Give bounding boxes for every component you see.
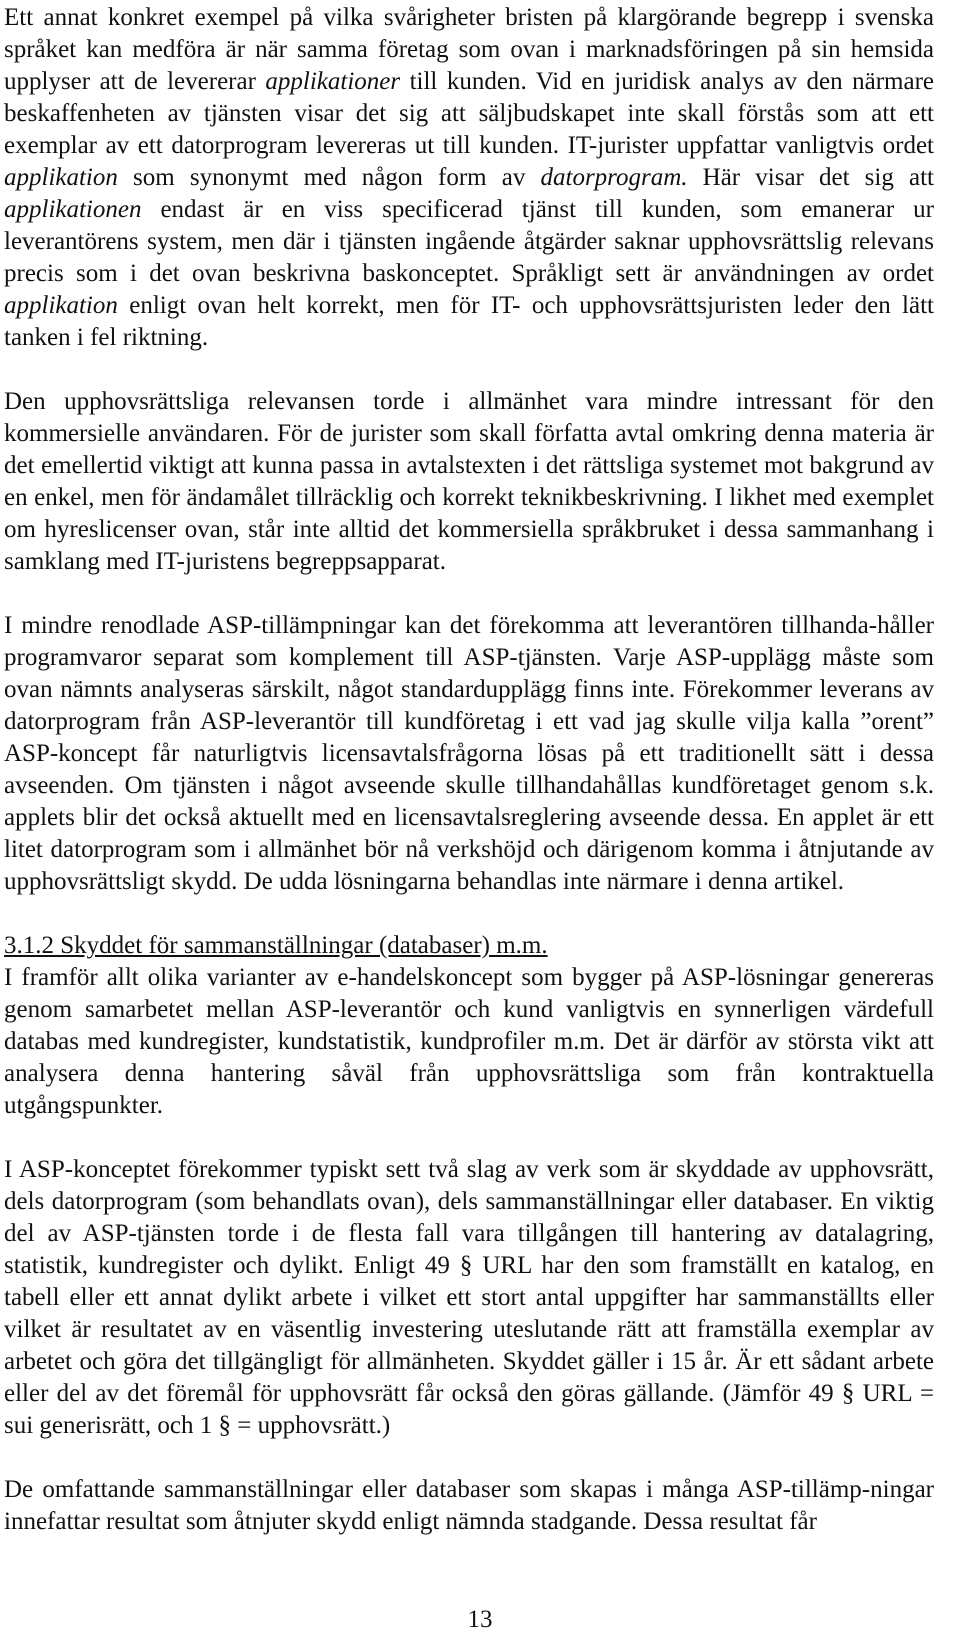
text-run: I framför allt olika varianter av e-handelskoncept som bygger på ASP-lösningar genereras genom samarbetet mellan ASP-leverantör och kund vanligtvis en synnerligen värdefull databas med kundregister, kundstatistik, kundprofiler m.m. Det är därför av största vikt att analysera denna hantering såväl från upphovsrättsliga som från kontraktuella utgångspunkter. — [4, 964, 934, 1119]
paragraph-comprehensive-compilations — [4, 1474, 934, 1538]
italic-term: applikationen — [4, 196, 142, 223]
text-run: endast är en viss specificerad tjänst till kunden, som emanerar ur leverantörens system, men där i tjänsten ingående åtgärder saknar upphovsrättslig relevans precis som i det ovan beskrivna baskonceptet. Språkligt sett är användningen av ordet — [4, 196, 934, 287]
italic-term: applikationer — [265, 68, 401, 95]
text-run: enligt ovan helt korrekt, men för IT- och upphovsrättsjuristen leder den lätt tanken i fel riktning. — [4, 292, 934, 351]
text-run: De omfattande sammanställningar eller databaser som skapas i många ASP-tillämp-ningar innefattar resultat som åtnjuter skydd enligt nämnda stadgande. Dessa resultat får — [4, 1476, 934, 1535]
text-run: I mindre renodlade ASP-tillämpningar kan det förekomma att leverantören tillhanda-håller programvaror separat som komplement till ASP-tjänsten. Varje ASP-upplägg måste som ovan nämnts analyseras särskilt, något standardupplägg finns inte. Förekommer leverans av datorprogram från ASP-leverantör till kundföretag i ett vad jag skulle vilja kalla ”orent” ASP-koncept får naturligtvis licensavtalsfrågorna lösas på ett traditionellt sätt i dessa avseenden. Om tjänsten i något avseende skulle tillhandahållas kundföretaget genom s.k. applets blir det också aktuellt med en licensavtalsreglering avseende dessa. En applet är ett litet datorprogram som i allmänhet bör nå verkshöjd och därigenom komma i åtnjutande av upphovsrättsligt skydd. De udda lösningarna behandlas inte närmare i denna artikel. — [4, 612, 934, 895]
text-run: som synonymt med någon form av — [117, 164, 541, 191]
page-number: 13 — [467, 1606, 493, 1633]
paragraph-asp-applications — [4, 610, 934, 898]
text-run: Den upphovsrättsliga relevansen torde i allmänhet vara mindre intressant för den kommersielle användaren. För de jurister som skall författa avtal omkring denna materia är det emellertid viktigt att kunna passa in avtalstexten i det rättsliga systemet mot bakgrund av en enkel, men för ändamålet tillräcklig och korrekt teknikbeskrivning. I likhet med exemplet om hyreslicenser ovan, står inte alltid det kommersiella språkbruket i dessa sammanhang i samklang med IT-juristens begreppsapparat. — [4, 388, 934, 575]
section-heading: 3.1.2 Skyddet för sammanställningar (databaser) m.m. — [4, 932, 548, 959]
text-run: I ASP-konceptet förekommer typiskt sett två slag av verk som är skyddade av upphovsrätt, dels datorprogram (som behandlats ovan), dels sammanställningar eller databaser. En viktig del av ASP-tjänsten torde i de flesta fall vara tillgången till hantering av datalagring, statistik, kundregister och dylikt. Enligt 49 § URL har den som framställt en katalog, en tabell eller ett annat dylikt arbete i vilket ett stort antal uppgifter har sammanställts eller vilket är resultatet av en väsentlig investering uteslutande rätt att framställa exemplar av arbetet och göra det tillgängligt för allmänheten. Skyddet gäller i 15 år. Är ett sådant arbete eller del av det föremål för upphovsrätt får också den göras gällande. (Jämför 49 § URL = sui generisrätt, och 1 § = upphovsrätt.) — [4, 1156, 934, 1439]
paragraph-e-commerce-databases — [4, 962, 934, 1122]
paragraph-commercial-user — [4, 386, 934, 578]
italic-term: datorprogram. — [540, 164, 688, 191]
text-run: Ett annat konkret exempel på vilka svårigheter bristen på klargörande begrepp i svenska språket kan medföra är när samma företag som ovan i marknadsföringen på sin hemsida upplyser att de levererar — [4, 4, 934, 95]
section-databases — [4, 930, 934, 1538]
body-text — [4, 2, 934, 898]
paragraph-applikation-example — [4, 2, 934, 354]
italic-term: applikation — [4, 164, 118, 191]
text-run: till kunden. Vid en juridisk analys av den närmare beskaffenheten av tjänsten visar det sig att säljbudskapet inte skall förstås som att ett exemplar av ett datorprogram levereras ut till kunden. IT-jurister uppfattar vanligtvis ordet — [4, 68, 934, 159]
text-run: Här visar det sig att — [687, 164, 934, 191]
paragraph-copyright-works — [4, 1154, 934, 1442]
italic-term: applikation — [4, 292, 118, 319]
